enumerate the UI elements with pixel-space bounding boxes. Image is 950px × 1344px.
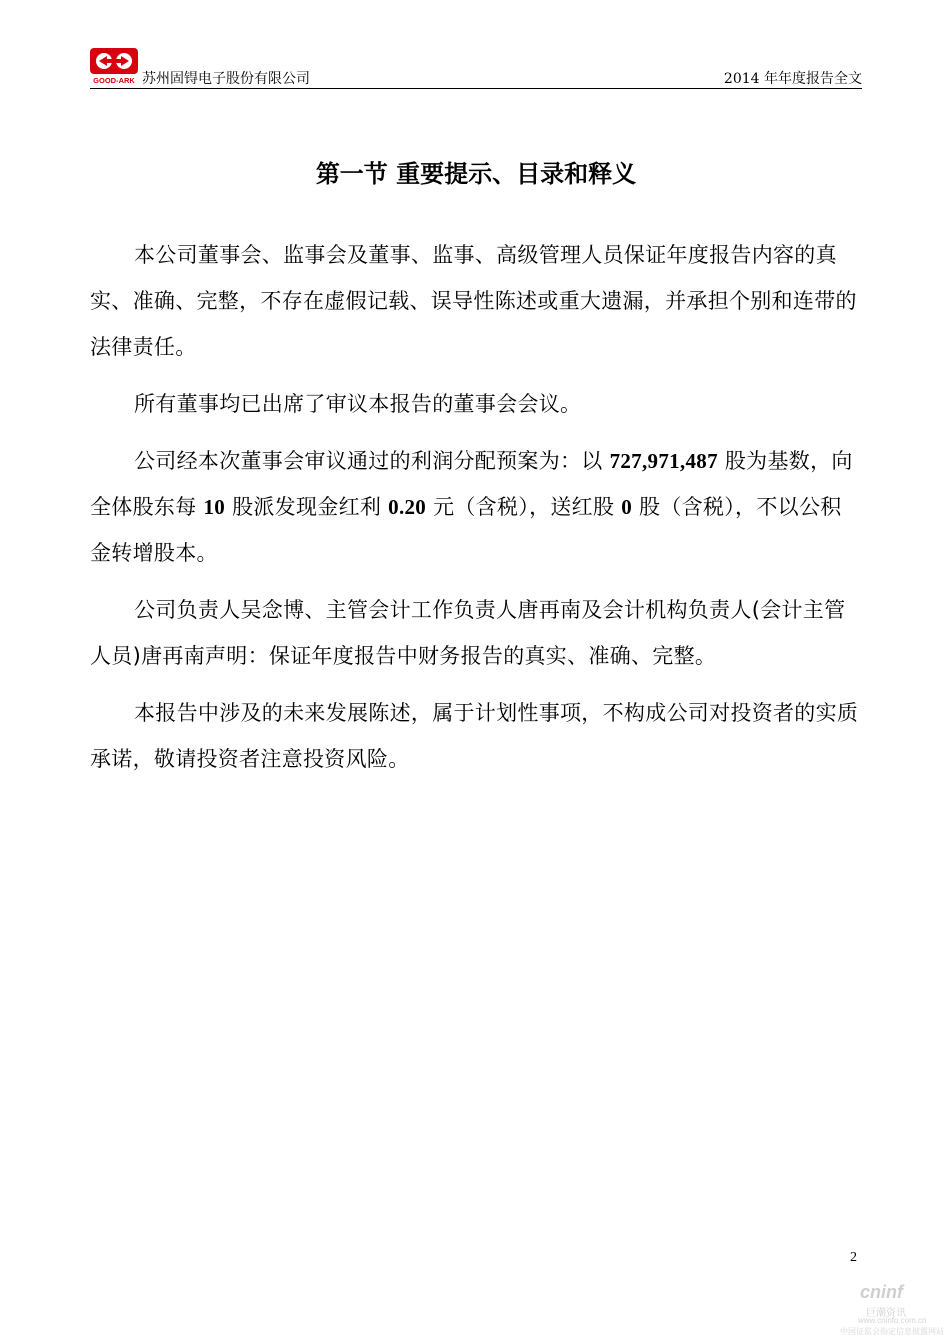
header-divider [90, 88, 862, 89]
paragraph-attendance: 所有董事均已出席了审议本报告的董事会会议。 [134, 392, 582, 416]
bonus-shares-number: 0 [621, 495, 633, 519]
share-base-number: 727,971,487 [609, 449, 718, 473]
per-shares-number: 10 [203, 495, 226, 519]
paragraph-profit-distribution [90, 438, 862, 576]
watermark-url: www.cninfo.com.cn [858, 1316, 927, 1325]
text-segment: 股（含税），不以公积金转增股本。 [90, 495, 842, 565]
section-title: 第一节 重要提示、目录和释义 [315, 160, 637, 188]
cash-dividend-number: 0.20 [388, 495, 427, 519]
paragraph-financial-statement: 公司负责人吴念博、主管会计工作负责人唐再南及会计机构负责人(会计主管人员)唐再南声明：保证年度报告中财务报告的真实、准确、完整。 [90, 598, 846, 668]
watermark-org: 中国证监会指定信息披露网站 [840, 1327, 944, 1336]
text-segment: 股派发现金红利 [225, 495, 389, 519]
report-title: 2014 年年度报告全文 [723, 71, 862, 87]
page-number: 2 [850, 1250, 857, 1265]
good-ark-logo-icon [90, 48, 138, 86]
paragraph-forward-looking: 本报告中涉及的未来发展陈述，属于计划性事项，不构成公司对投资者的实质承诺，敬请投资者注意投资风险。 [90, 701, 859, 771]
company-name: 苏州固锝电子股份有限公司 [142, 71, 310, 87]
paragraph-responsibility: 本公司董事会、监事会及董事、监事、高级管理人员保证年度报告内容的真实、准确、完整，不存在虚假记载、误导性陈述或重大遗漏，并承担个别和连带的法律责任。 [90, 243, 857, 359]
cninfo-watermark [838, 1282, 946, 1340]
text-segment: 公司经本次董事会审议通过的利润分配预案为：以 [134, 449, 610, 473]
watermark-brand: cninf [860, 1282, 903, 1302]
logo-text: GOOD-ARK [93, 76, 135, 85]
watermark-cn: 巨潮资讯 [866, 1308, 906, 1319]
document-body [90, 232, 862, 793]
text-segment: 元（含税），送红股 [426, 495, 622, 519]
page-header [90, 44, 862, 88]
text-segment: 股为基数，向全体股东每 [90, 449, 853, 519]
